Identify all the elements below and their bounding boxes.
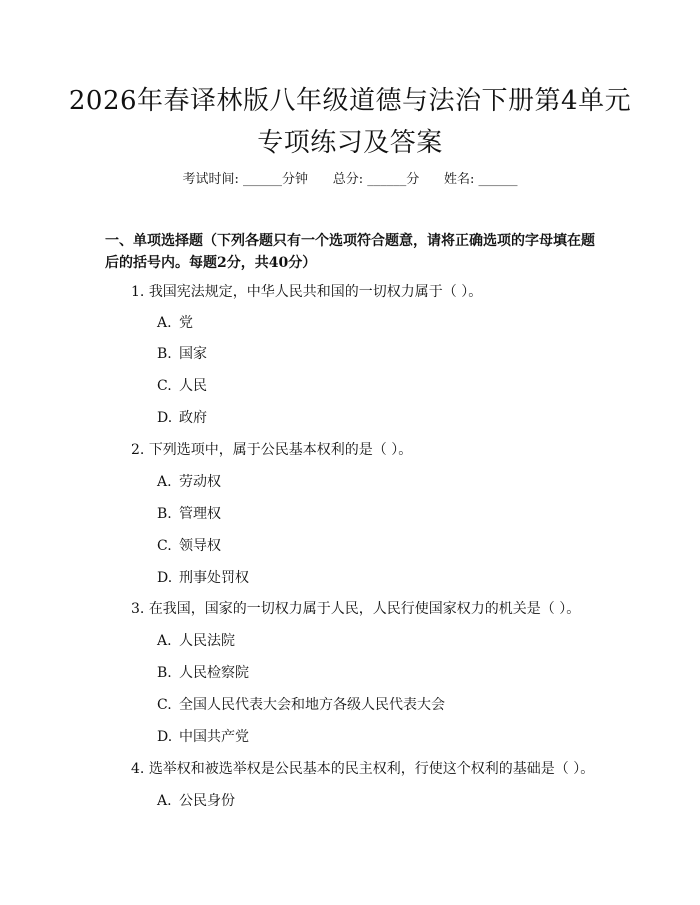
question-3-option-a <box>157 631 235 651</box>
option-text: 领导权 <box>179 538 221 554</box>
question-number: 1. <box>131 284 145 300</box>
question-4-option-a <box>157 791 235 811</box>
question-2-option-d <box>157 568 249 588</box>
question-2-option-c <box>157 536 221 556</box>
option-text: 人民检察院 <box>179 665 249 681</box>
option-text: 人民法院 <box>179 633 235 649</box>
exam-info-line: 考试时间: ______分钟 总分: ______分 姓名: ______ <box>182 172 518 187</box>
question-1-option-b <box>157 344 207 364</box>
option-label: D. <box>157 570 173 586</box>
question-2-option-b <box>157 504 221 524</box>
question-3 <box>131 599 580 619</box>
question-text: 我国宪法规定，中华人民共和国的一切权力属于（ ）。 <box>148 284 483 300</box>
question-3-option-b <box>157 663 249 683</box>
document-title: 2026年春译林版八年级道德与法治下册第4单元专项练习及答案 <box>68 86 632 158</box>
option-label: A. <box>157 474 172 490</box>
option-label: A. <box>157 633 172 649</box>
question-number: 2. <box>131 442 145 458</box>
question-2-option-a <box>157 472 221 492</box>
option-label: C. <box>157 538 172 554</box>
question-4 <box>131 759 594 779</box>
option-label: D. <box>157 729 173 745</box>
question-text: 选举权和被选举权是公民基本的民主权利，行使这个权利的基础是（ ）。 <box>148 761 595 777</box>
option-label: B. <box>157 346 172 362</box>
option-label: B. <box>157 665 172 681</box>
option-label: D. <box>157 410 173 426</box>
section-heading: 一、单项选择题（下列各题只有一个选项符合题意，请将正确选项的字母填在题后的括号内。每题2分，共40分） <box>105 233 595 271</box>
question-number: 3. <box>131 601 145 617</box>
question-1 <box>131 282 482 302</box>
question-3-option-d <box>157 727 249 747</box>
option-text: 党 <box>179 315 193 331</box>
question-1-option-a <box>157 313 193 333</box>
option-text: 刑事处罚权 <box>179 570 249 586</box>
option-text: 管理权 <box>179 506 221 522</box>
option-label: B. <box>157 506 172 522</box>
question-1-option-d <box>157 408 207 428</box>
question-3-option-c <box>157 695 445 715</box>
question-2 <box>131 440 412 460</box>
option-text: 政府 <box>179 410 207 426</box>
option-text: 公民身份 <box>179 793 235 809</box>
option-label: C. <box>157 378 172 394</box>
question-text: 下列选项中，属于公民基本权利的是（ ）。 <box>148 442 413 458</box>
option-text: 国家 <box>179 346 207 362</box>
question-text: 在我国，国家的一切权力属于人民，人民行使国家权力的机关是（ ）。 <box>148 601 581 617</box>
option-text: 劳动权 <box>179 474 221 490</box>
question-number: 4. <box>131 761 145 777</box>
option-label: C. <box>157 697 172 713</box>
option-text: 全国人民代表大会和地方各级人民代表大会 <box>179 697 445 713</box>
question-1-option-c <box>157 376 207 396</box>
option-label: A. <box>157 315 172 331</box>
option-label: A. <box>157 793 172 809</box>
option-text: 人民 <box>179 378 207 394</box>
option-text: 中国共产党 <box>179 729 249 745</box>
